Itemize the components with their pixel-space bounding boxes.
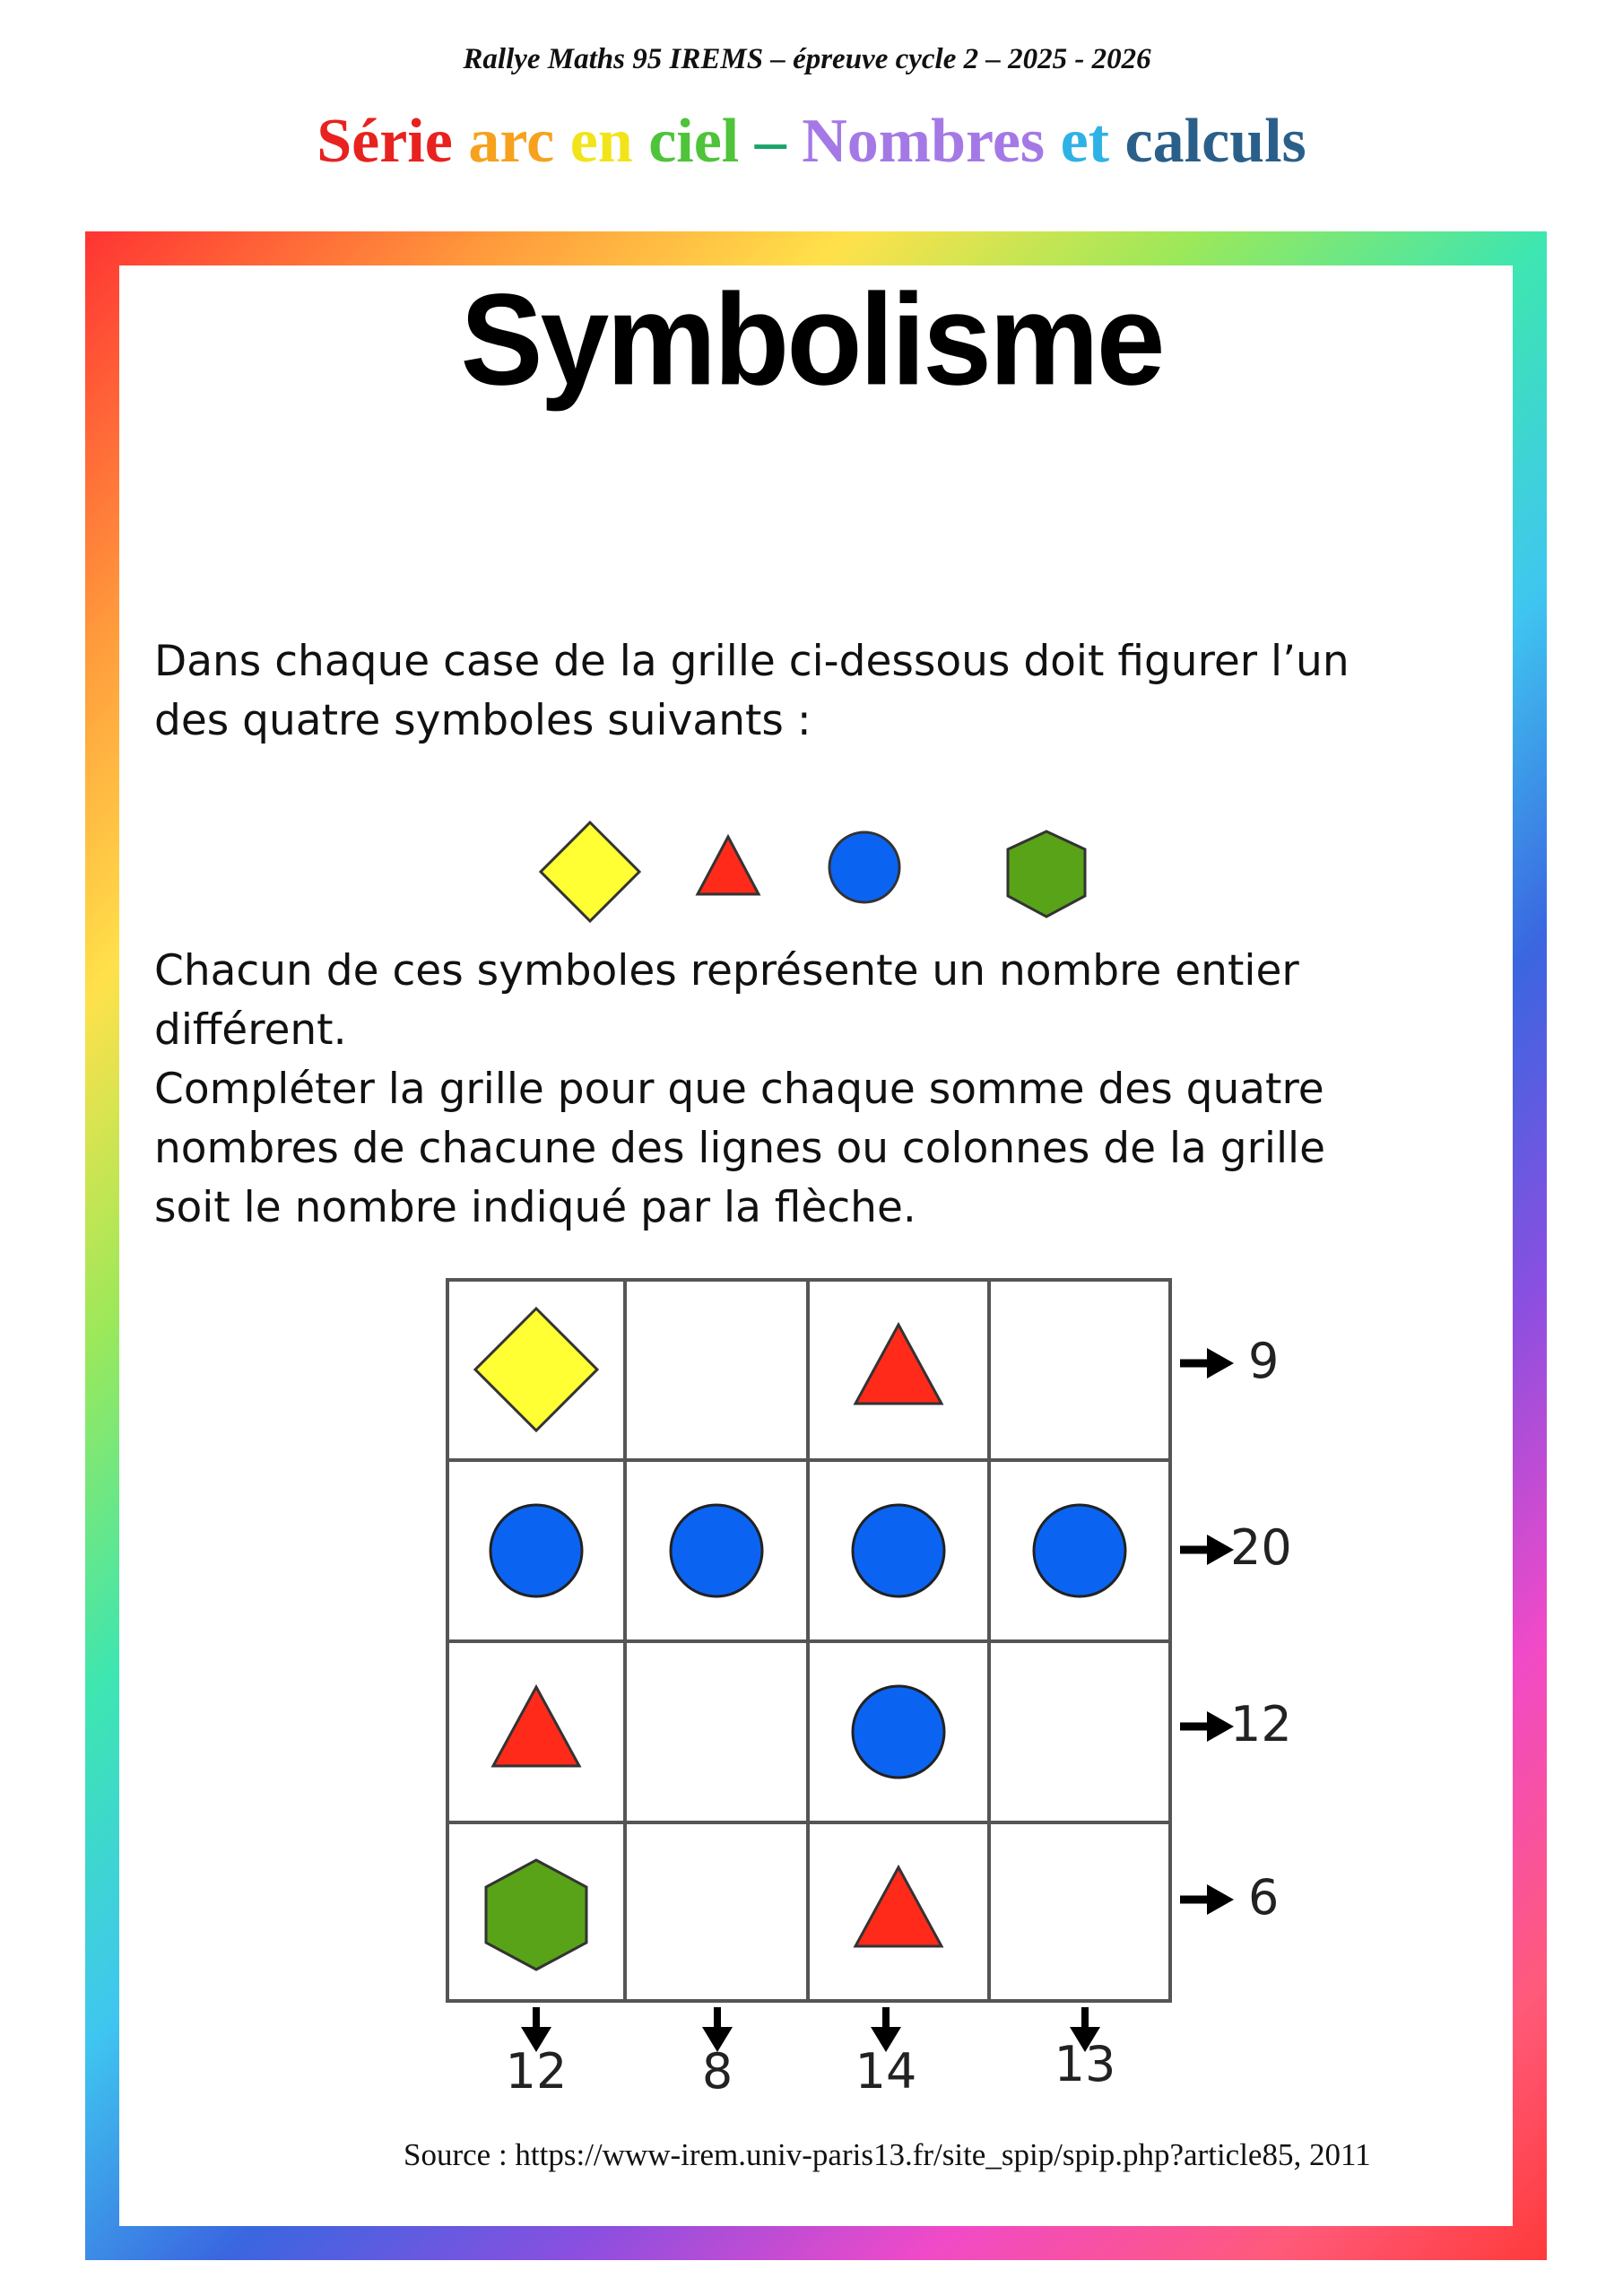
intro-line: Dans chaque case de la grille ci-dessous doit figurer l’un bbox=[154, 637, 1350, 686]
circle-icon bbox=[671, 1505, 762, 1596]
circle-icon bbox=[853, 1686, 944, 1778]
series-title bbox=[0, 106, 1623, 178]
right-arrow-icon bbox=[1176, 1341, 1239, 1386]
triangle-icon bbox=[698, 837, 759, 894]
row-sum-label: 6 bbox=[1248, 1869, 1280, 1926]
row-sum-label: 20 bbox=[1230, 1519, 1292, 1576]
series-title-word: – bbox=[754, 107, 803, 176]
series-title-word: Nombres bbox=[802, 107, 1061, 176]
instruction-line: Chacun de ces symboles représente un nombre entier bbox=[154, 946, 1299, 996]
diamond-icon bbox=[541, 822, 639, 921]
source-citation: Source : https://www-irem.univ-paris13.fr/site_spip/spip.php?article85, 2011 bbox=[404, 2137, 1371, 2172]
page-title: Symbolisme bbox=[460, 267, 1163, 413]
instruction-line: différent. bbox=[154, 1005, 347, 1055]
diamond-icon bbox=[475, 1309, 597, 1431]
intro-paragraph bbox=[154, 632, 1410, 751]
circle-icon bbox=[1034, 1505, 1125, 1596]
row-sum-label: 9 bbox=[1248, 1333, 1280, 1389]
row-sum-label: 12 bbox=[1230, 1696, 1292, 1752]
column-sum-label: 8 bbox=[701, 2043, 733, 2100]
instruction-line: nombres de chacune des lignes ou colonnes de la grille bbox=[154, 1124, 1325, 1173]
instruction-line: soit le nombre indiqué par la flèche. bbox=[154, 1183, 916, 1232]
grid-svg bbox=[446, 1278, 1172, 2003]
right-arrow-icon bbox=[1176, 1877, 1239, 1922]
series-title-word: ciel bbox=[648, 107, 755, 176]
series-title-word: et bbox=[1060, 107, 1125, 176]
hexagon-icon bbox=[1008, 831, 1085, 917]
header-line: Rallye Maths 95 IREMS – épreuve cycle 2 – 2025 - 2026 bbox=[463, 43, 1151, 75]
column-sum-label: 13 bbox=[1054, 2036, 1116, 2092]
instruction-line: Compléter la grille pour que chaque somme des quatre bbox=[154, 1065, 1324, 1114]
symbol-grid bbox=[446, 1278, 1172, 2003]
column-sum-label: 12 bbox=[505, 2043, 568, 2100]
column-sum-label: 14 bbox=[855, 2043, 917, 2100]
hexagon-icon bbox=[486, 1860, 586, 1970]
triangle-icon bbox=[493, 1687, 579, 1766]
series-title-word: calculs bbox=[1124, 107, 1306, 176]
instructions-paragraph bbox=[154, 942, 1410, 1238]
series-title-word: Série bbox=[317, 107, 469, 176]
intro-line: des quatre symboles suivants : bbox=[154, 696, 812, 745]
triangle-icon bbox=[855, 1325, 942, 1404]
series-title-word: arc bbox=[468, 107, 570, 176]
circle-icon bbox=[853, 1505, 944, 1596]
symbols-legend bbox=[529, 812, 1112, 946]
circle-icon bbox=[829, 832, 899, 902]
triangle-icon bbox=[855, 1867, 942, 1946]
series-title-word: en bbox=[569, 107, 649, 176]
circle-icon bbox=[490, 1505, 582, 1596]
